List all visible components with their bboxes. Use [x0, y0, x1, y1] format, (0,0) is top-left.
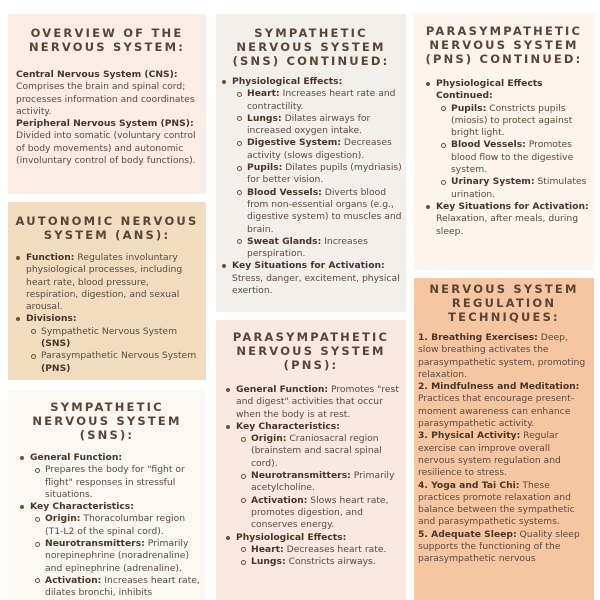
pns-situations-label: Key Situations for Activation:: [436, 200, 589, 212]
list-item: [238, 433, 402, 470]
div2-abbr: (PNS): [41, 362, 71, 374]
pns-lungs-text: Constricts airways.: [288, 556, 376, 568]
list-item: [10, 313, 200, 374]
list-item: [238, 470, 402, 495]
technique-1-text: Deep, slow breathing activates the parasympathetic system, promoting relaxation.: [418, 332, 586, 380]
list-item: [238, 556, 402, 568]
technique-5-text: Quality sleep supports the functioning of the parasympathetic nervous: [418, 528, 580, 565]
sns-general-text: Prepares the body for "fight or flight" responses in stressful situations.: [45, 464, 185, 500]
list-item: [420, 201, 590, 238]
list-item: [14, 501, 200, 599]
list-item: [220, 421, 402, 532]
pns-heart-label: Heart:: [251, 543, 284, 555]
sns-general-label: General Function:: [30, 452, 123, 463]
list-item: [32, 538, 200, 575]
sns-blood-label: Blood Vessels:: [247, 186, 322, 198]
pns-general-label: General Function:: [236, 384, 329, 395]
technique-3-text: Regular exercise can improve overall nervous system regulation and resilience to stress.: [418, 430, 561, 479]
sns-lungs-label: Lungs:: [247, 112, 282, 124]
technique-3: [418, 430, 588, 479]
sns-lungs-text: Dilates airways for increased oxygen intake.: [247, 112, 371, 137]
cns-text: Comprises the brain and spinal cord; processes information and coordinates activity.: [16, 81, 195, 117]
technique-2-label: 2. Mindfulness and Meditation:: [418, 381, 580, 393]
pns-key-label: Key Characteristics:: [236, 420, 340, 432]
list-item: [216, 260, 402, 297]
pns-urinary-label: Urinary System:: [451, 176, 535, 188]
technique-2-text: Practices that encourage present-moment awareness can enhance parasympathetic activity.: [418, 393, 575, 430]
ans-divisions-label: Divisions:: [26, 313, 77, 325]
pns-continued-card: [414, 14, 594, 270]
pns-continued-body: [414, 66, 594, 238]
sns-title: SYMPATHETIC NERVOUS SYSTEM (SNS):: [32, 400, 182, 442]
list-item: [32, 575, 200, 600]
list-item: [438, 176, 590, 201]
list-item: [32, 464, 200, 501]
sns-heart-label: Heart:: [247, 88, 280, 100]
pns-situations-text: Relaxation, after meals, during sleep.: [436, 213, 579, 237]
technique-1-label: 1. Breathing Exercises:: [418, 332, 538, 343]
overview-card: [8, 14, 206, 194]
div1-text: Sympathetic Nervous System: [41, 325, 178, 337]
list-item: [238, 495, 402, 532]
list-item: [234, 137, 402, 162]
pns-activation-text: Slows heart rate, promotes digestion, and conserves energy.: [251, 494, 389, 531]
sns-situations-label: Key Situations for Activation:: [232, 260, 385, 272]
sns-origin-label: Origin:: [45, 513, 81, 525]
pns-text: Divided into somatic (voluntary control of body movements) and autonomic (involuntary control of body functions).: [16, 130, 196, 167]
pns-title: PARASYMPATHETIC NERVOUS SYSTEM (PNS):: [232, 330, 390, 372]
technique-3-label: 3. Physical Activity:: [418, 430, 521, 442]
pns-continued-title: PARASYMPATHETIC NERVOUS SYSTEM (PNS) CONTINUED:: [425, 24, 583, 66]
pns-lungs-label: Lungs:: [251, 556, 286, 568]
pns-neuro-label: Neurotransmitters:: [251, 470, 351, 482]
pns-effects-cont-label: Physiological Effects Continued:: [436, 78, 543, 102]
pns-blood-text: Promotes blood flow to the digestive system.: [451, 139, 574, 176]
sns-digestive-text: Decreases activity (slows digestion).: [247, 137, 392, 161]
list-item: [238, 544, 402, 556]
sns-body: [8, 442, 206, 600]
pns-origin-text: Craniosacral region (brainstem and sacral spinal cord).: [251, 433, 382, 469]
technique-5: [418, 529, 588, 566]
pns-general-text: Promotes "rest and digest" activities that occur when the body is at rest.: [236, 384, 399, 420]
list-item: [234, 236, 402, 261]
sns-effects-label: Physiological Effects:: [232, 76, 343, 87]
sns-sweat-label: Sweat Glands:: [247, 235, 322, 247]
list-item: [438, 139, 590, 176]
sns-neuro-label: Neurotransmitters:: [45, 538, 145, 550]
ans-body: [8, 242, 206, 375]
pns-urinary-text: Stimulates urination.: [451, 176, 587, 200]
pns-card: [216, 320, 406, 600]
sns-blood-text: Diverts blood from non-essential organs (e.g., digestive system) to muscles and brain.: [247, 186, 402, 235]
sns-continued-card: [216, 14, 406, 312]
list-item: [420, 78, 590, 201]
list-item: [234, 88, 402, 113]
sns-card: [8, 390, 206, 600]
list-item: [234, 162, 402, 187]
list-item: [32, 513, 200, 538]
list-item: [234, 113, 402, 138]
ans-card: [8, 202, 206, 380]
overview-title: OVERVIEW OF THE NERVOUS SYSTEM:: [28, 26, 186, 54]
pns-origin-label: Origin:: [251, 433, 287, 445]
pns-neuro-text: Primarily acetylcholine.: [251, 470, 395, 494]
list-item: [10, 252, 200, 313]
list-item: [28, 326, 200, 351]
regulation-title: NERVOUS SYSTEM REGULATION TECHNIQUES:: [429, 282, 579, 324]
ans-function-label: Function:: [26, 252, 75, 263]
pns-blood-label: Blood Vessels:: [451, 139, 526, 151]
sns-key-label: Key Characteristics:: [30, 501, 134, 513]
list-item: [14, 452, 200, 501]
overview-body: [8, 54, 206, 167]
list-item: [216, 76, 402, 260]
ans-function-text: Regulates involuntary physiological processes, including heart rate, blood pressure, respiration, digestion, and sexual arousal.: [26, 252, 183, 313]
sns-activation-text: Increases heart rate, dilates bronchi, inhibits: [45, 574, 200, 599]
regulation-body: [414, 324, 594, 566]
sns-digestive-label: Digestive System:: [247, 137, 341, 149]
sns-activation-label: Activation:: [45, 574, 102, 586]
sns-pupils-label: Pupils:: [247, 162, 283, 174]
pns-label: Peripheral Nervous System (PNS):: [16, 118, 194, 130]
list-item: [28, 350, 200, 375]
pns-heart-text: Decreases heart rate.: [286, 543, 387, 555]
sns-pupils-text: Dilates pupils (mydriasis) for better vision.: [247, 162, 402, 186]
sns-situations-text: Stress, danger, excitement, physical exertion.: [232, 272, 400, 297]
technique-4: [418, 480, 588, 529]
pns-body: [216, 372, 406, 568]
sns-origin-text: Thoracolumbar region (T1-L2 of the spinal cord).: [45, 513, 186, 537]
ans-title: AUTONOMIC NERVOUS SYSTEM (ANS):: [15, 214, 199, 242]
pns-pupils-label: Pupils:: [451, 102, 487, 114]
sns-sweat-text: Increases perspiration.: [247, 235, 368, 260]
technique-5-label: 5. Adequate Sleep:: [418, 528, 517, 540]
pns-effects-label: Physiological Effects:: [236, 531, 347, 543]
sns-continued-title: SYMPATHETIC NERVOUS SYSTEM (SNS) CONTINUED:: [232, 26, 390, 68]
technique-4-label: 4. Yoga and Tai Chi:: [418, 479, 520, 491]
pns-activation-label: Activation:: [251, 494, 308, 506]
sns-heart-text: Increases heart rate and contractility.: [247, 88, 396, 112]
technique-1: [418, 332, 588, 381]
regulation-card: [414, 278, 594, 600]
list-item: [220, 532, 402, 569]
sns-neuro-text: Primarily norepinephrine (noradrenaline) and epinephrine (adrenaline).: [45, 538, 190, 574]
list-item: [234, 187, 402, 236]
list-item: [438, 103, 590, 140]
div2-text: Parasympathetic Nervous System: [41, 350, 197, 362]
list-item: [220, 384, 402, 421]
div1-abbr: (SNS): [41, 338, 71, 350]
technique-4-text: These practices promote relaxation and balance between the sympathetic and parasympathetic systems.: [418, 479, 575, 528]
sns-continued-body: [216, 68, 406, 297]
technique-2: [418, 381, 588, 430]
pns-pupils-text: Constricts pupils (miosis) to protect against bright light.: [451, 102, 573, 139]
cns-label: Central Nervous System (CNS):: [16, 69, 178, 80]
